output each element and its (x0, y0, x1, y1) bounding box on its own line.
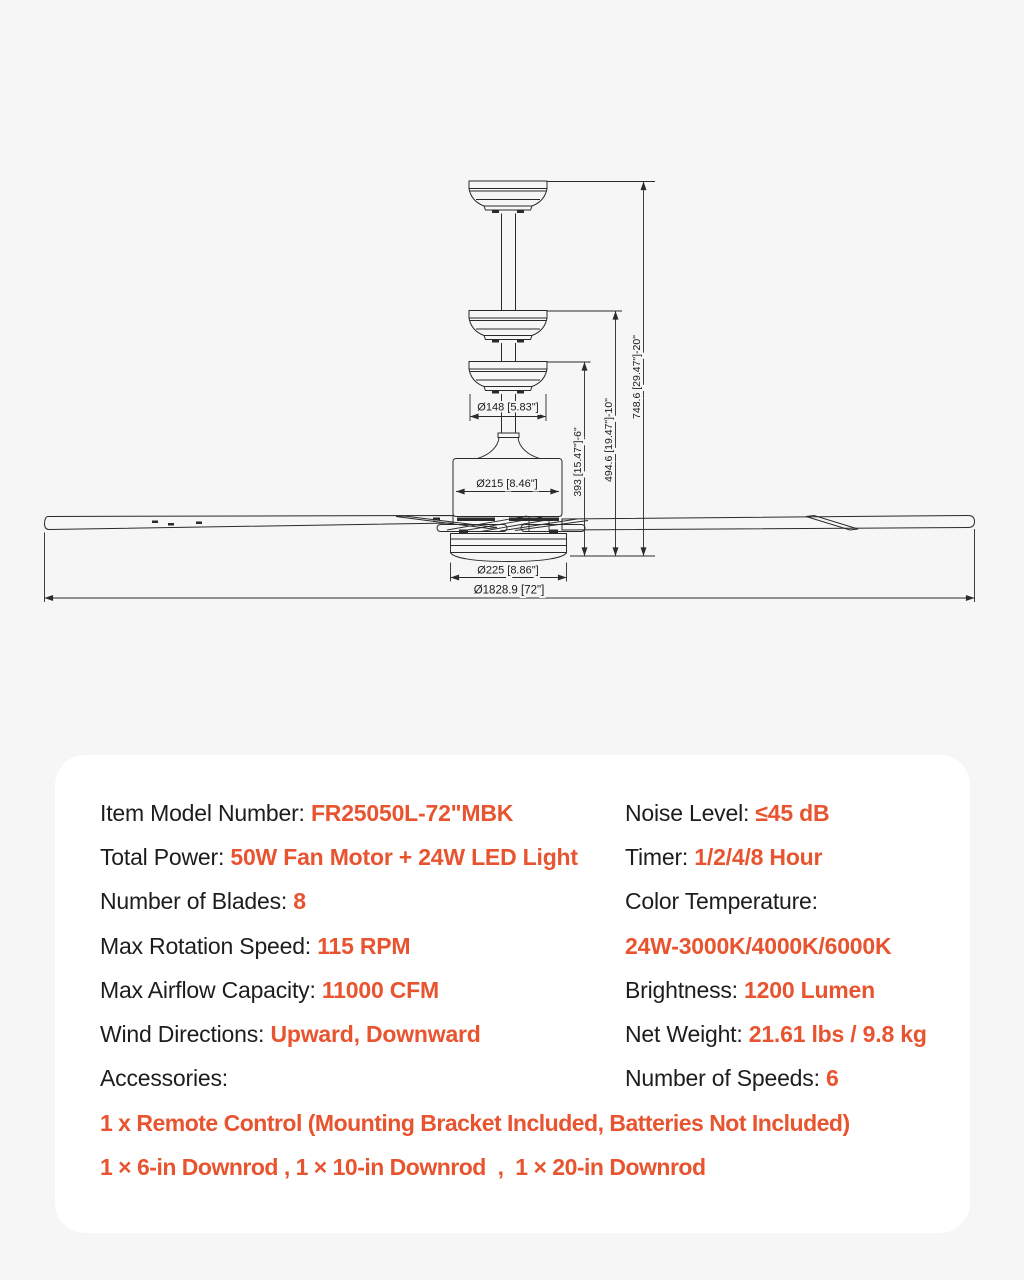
spec-grid (100, 791, 927, 1190)
spec-label: Color Temperature: (625, 888, 818, 915)
spec-label: Noise Level: (625, 799, 756, 826)
canopy-10in (469, 311, 547, 343)
dimension-lines (45, 182, 975, 599)
spec-row-accessories-label (100, 1057, 625, 1101)
light-kit (451, 530, 567, 562)
spec-row-brightness (625, 968, 927, 1012)
dim-label-blade-span: Ø1828.9 [72"] (473, 584, 545, 597)
spec-label: Wind Directions: (100, 1021, 271, 1048)
spec-label: Item Model Number: (100, 799, 311, 826)
spec-value: 21.61 lbs / 9.8 kg (748, 1021, 927, 1048)
spec-row-model (100, 791, 625, 835)
spec-value: 1/2/4/8 Hour (694, 843, 823, 870)
dim-label-height-10in: 494.6 [19.47"]-10" (603, 398, 615, 482)
spec-label: Total Power: (100, 843, 231, 870)
spec-value: 11000 CFM (321, 976, 439, 1003)
spec-value: 1200 Lumen (744, 976, 875, 1003)
spec-value: 50W Fan Motor + 24W LED Light (230, 843, 578, 870)
spec-row-noise (625, 791, 927, 835)
spec-label: Accessories: (100, 1065, 228, 1092)
spec-label: Max Rotation Speed: (100, 932, 318, 959)
blade-hub (437, 516, 588, 532)
accessory-line-remote: 1 x Remote Control (Mounting Bracket Included, Batteries Not Included) (100, 1109, 850, 1136)
spec-row-color-temp-label (625, 880, 927, 924)
spec-row-color-temp-value (625, 924, 927, 968)
blade-left (45, 516, 498, 530)
spec-row-timer (625, 835, 927, 879)
spec-value: 115 RPM (317, 932, 411, 959)
spec-row-blades (100, 880, 625, 924)
dim-label-height-20in: 748.6 [29.47"]-20" (631, 335, 643, 419)
spec-value: 8 (293, 888, 306, 915)
spec-row-power (100, 835, 625, 879)
dim-label-light-diameter: Ø225 [8.86"] (477, 564, 539, 577)
canopy-20in (469, 181, 547, 213)
spec-value: FR25050L-72"MBK (310, 799, 514, 826)
spec-value: 24W-3000K/4000K/6000K (625, 932, 892, 959)
spec-label: Number of Blades: (100, 888, 294, 915)
blade-right (562, 516, 975, 531)
dim-label-canopy-diameter: Ø148 [5.83"] (477, 401, 539, 414)
canopy-6in (469, 362, 547, 394)
dim-label-motor-diameter: Ø215 [8.46"] (476, 478, 538, 490)
spec-card (55, 755, 970, 1233)
accessory-line-downrods: 1 × 6-in Downrod , 1 × 10-in Downrod , 1 × 20-in Downrod (100, 1154, 706, 1181)
spec-label: Brightness: (625, 976, 745, 1003)
spec-row-airflow (100, 968, 625, 1012)
spec-label: Max Airflow Capacity: (100, 976, 322, 1003)
spec-value: ≤45 dB (755, 799, 830, 826)
spec-value: 6 (825, 1065, 839, 1092)
spec-row-wind (100, 1012, 625, 1056)
spec-label: Number of Speeds: (625, 1065, 826, 1092)
spec-label: Net Weight: (625, 1021, 749, 1048)
spec-value: Upward, Downward (270, 1021, 481, 1048)
spec-label: Timer: (625, 843, 695, 870)
spec-row-weight (625, 1012, 927, 1056)
spec-row-speeds (625, 1057, 927, 1101)
spec-row-rotation (100, 924, 625, 968)
dim-label-height-6in: 393 [15.47"]-6" (572, 427, 584, 497)
